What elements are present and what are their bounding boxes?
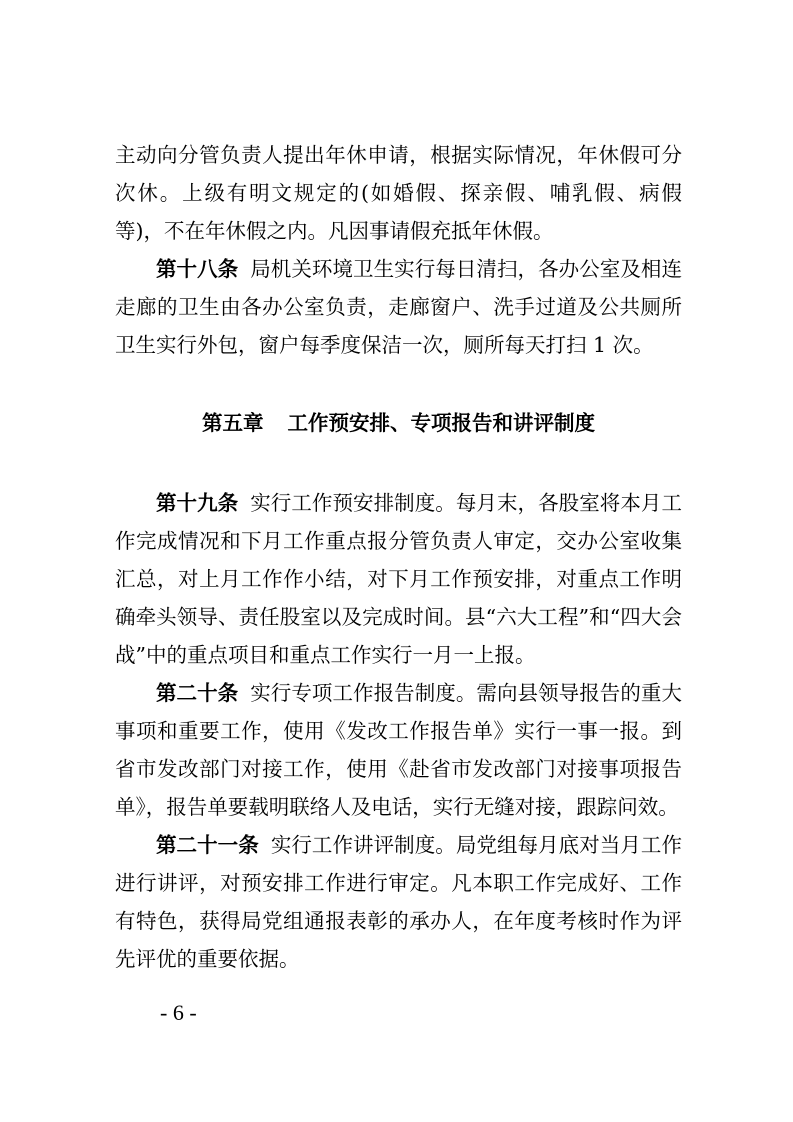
page-number: - 6 -	[160, 1000, 197, 1025]
article-19-label: 第十九条	[156, 491, 239, 515]
article-18-label: 第十八条	[156, 257, 239, 281]
continuation-paragraph: 主动向分管负责人提出年休申请，根据实际情况，年休假可分次休。上级有明文规定的(如婚假、探亲假、哺乳假、病假等)，不在年休假之内。凡因事请假充抵年休假。	[115, 143, 682, 243]
article-21-text: 实行工作讲评制度。局党组每月底对当月工作进行讲评，对预安排工作进行审定。凡本职工作完成好、工作有特色，获得局党组通报表彰的承办人，在年度考核时作为评先评优的重要依据。	[115, 833, 682, 971]
article-18-text: 局机关环境卫生实行每日清扫，各办公室及相连走廊的卫生由各办公室负责，走廊窗户、洗手过道及公共厕所卫生实行外包，窗户每季度保洁一次，厕所每天打扫 1 次。	[115, 257, 682, 357]
article-19-text: 实行工作预安排制度。每月末，各股室将本月工作完成情况和下月工作重点报分管负责人审定，交办公室收集汇总，对上月工作作小结，对下月工作预安排，对重点工作明确牵头领导、责任股室以及完成时间。县“六大工程”和“四大会战”中的重点项目和重点工作实行一月一上报。	[115, 491, 682, 667]
article-18	[115, 250, 682, 364]
chapter-heading	[115, 404, 682, 442]
article-20	[115, 674, 682, 826]
article-19	[115, 484, 682, 674]
article-21-label: 第二十一条	[156, 833, 259, 857]
article-20-text: 实行专项工作报告制度。需向县领导报告的重大事项和重要工作，使用《发改工作报告单》实行一事一报。到省市发改部门对接工作，使用《赴省市发改部门对接事项报告单》，报告单要载明联络人及电话，实行无缝对接，跟踪问效。	[115, 681, 682, 819]
article-20-label: 第二十条	[156, 681, 239, 705]
article-21	[115, 826, 682, 978]
chapter-number: 第五章	[202, 411, 264, 435]
chapter-title: 工作预安排、专项报告和讲评制度	[287, 411, 595, 435]
document-page	[115, 136, 682, 978]
